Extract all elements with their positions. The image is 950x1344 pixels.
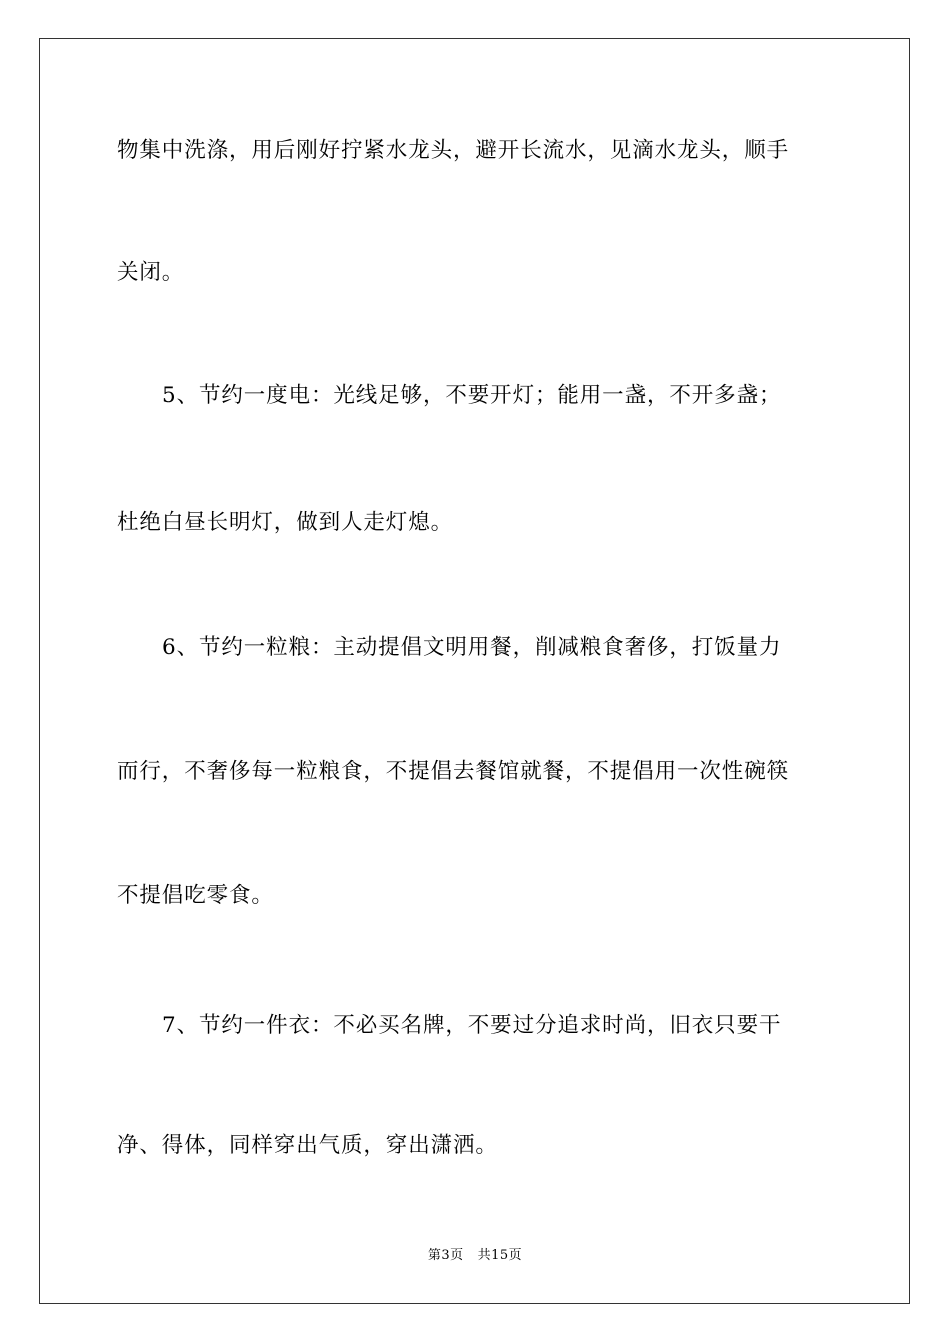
body-line-8: 7、节约一件衣：不必买名牌，不要过分追求时尚，旧衣只要干 — [162, 1013, 782, 1038]
page-footer — [0, 1247, 950, 1265]
page-border — [39, 38, 910, 1304]
body-line-3: 5、节约一度电：光线足够，不要开灯；能用一盏，不开多盏； — [162, 383, 782, 408]
body-line-6: 而行，不奢侈每一粒粮食，不提倡去餐馆就餐，不提倡用一次性碗筷 — [117, 759, 790, 784]
page-total: 共15页 — [477, 1248, 523, 1263]
body-line-7: 不提倡吃零食。 — [117, 883, 274, 908]
body-line-5: 6、节约一粒粮：主动提倡文明用餐，削减粮食奢侈，打饭量力 — [162, 635, 782, 660]
page-number: 第3页 — [427, 1248, 464, 1263]
body-line-2: 关闭。 — [117, 260, 185, 285]
body-line-4: 杜绝白昼长明灯，做到人走灯熄。 — [117, 510, 454, 535]
body-line-9: 净、得体，同样穿出气质，穿出潇洒。 — [117, 1133, 498, 1158]
body-line-1: 物集中洗涤，用后刚好拧紧水龙头，避开长流水，见滴水龙头，顺手 — [117, 138, 790, 163]
